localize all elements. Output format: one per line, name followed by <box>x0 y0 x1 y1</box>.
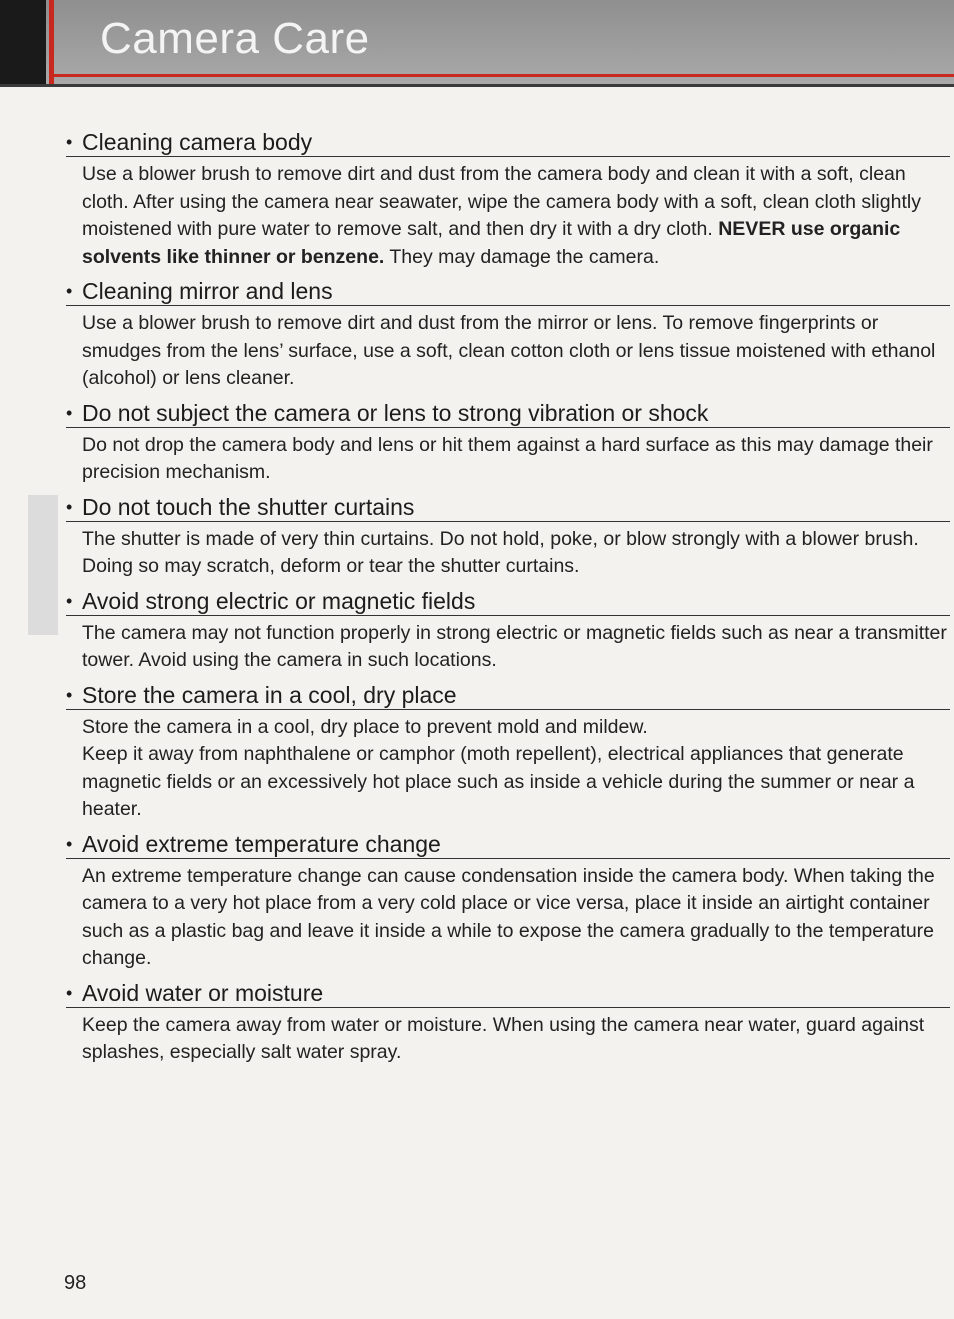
section-paragraph: An extreme temperature change can cause condensation inside the camera body. When taking the camera to a very hot place from a very cold place or vice versa, place it inside an airtight container such as a plastic bag and leave it inside a while to expose the camera gradually to the temperature change. <box>82 864 935 969</box>
section-heading <box>66 830 950 859</box>
section-body <box>82 526 950 581</box>
section-heading-text: Do not subject the camera or lens to strong vibration or shock <box>82 399 709 426</box>
section-body <box>82 432 950 487</box>
section-temperature <box>66 830 950 973</box>
section-paragraph: The camera may not function properly in strong electric or magnetic fields such as near a transmitter tower. Avoid using the camera in such locations. <box>82 621 947 671</box>
page-number: 98 <box>64 1272 87 1294</box>
content <box>66 128 950 1073</box>
bullet-icon: • <box>66 496 73 517</box>
section-vibration-shock <box>66 399 950 487</box>
section-body <box>82 863 950 973</box>
section-heading-text: Do not touch the shutter curtains <box>82 493 415 520</box>
section-paragraph: Keep it away from naphthalene or camphor (moth repellent), electrical appliances that generate magnetic fields or an excessively hot place such as inside a vehicle during the summer or near a heater. <box>82 743 915 820</box>
header-bar <box>0 0 954 87</box>
section-heading <box>66 399 950 428</box>
body-text: They may damage the camera. <box>384 245 660 268</box>
section-heading-text: Avoid extreme temperature change <box>82 830 441 857</box>
bullet-icon: • <box>66 281 73 301</box>
section-heading <box>66 587 950 616</box>
bullet-icon: • <box>66 982 73 1003</box>
bullet-icon: • <box>66 833 73 854</box>
header-dark-block <box>0 0 46 84</box>
section-cleaning-mirror-lens <box>66 277 950 393</box>
bullet-icon: • <box>66 132 73 152</box>
section-body <box>82 620 950 675</box>
section-paragraph: The shutter is made of very thin curtains. Do not hold, poke, or blow strongly with a blower brush. Doing so may scratch, deform or tear the shutter curtains. <box>82 527 919 577</box>
bullet-icon: • <box>66 402 73 423</box>
section-paragraph: Use a blower brush to remove dirt and dust from the mirror or lens. To remove fingerprints or smudges from the lens’ surface, use a soft, clean cotton cloth or lens tissue moistened with ethanol (alcohol) or lens cleaner. <box>82 312 936 389</box>
section-heading <box>66 277 950 306</box>
header-red-stripe-vertical <box>49 0 54 84</box>
section-heading <box>66 681 950 710</box>
section-paragraph: Store the camera in a cool, dry place to prevent mold and mildew. <box>82 715 648 738</box>
header-red-stripe-horizontal <box>49 74 954 77</box>
section-heading-text: Cleaning mirror and lens <box>82 278 333 304</box>
section-cleaning-camera-body <box>66 128 950 271</box>
section-heading-text: Store the camera in a cool, dry place <box>82 681 457 708</box>
section-heading <box>66 979 950 1008</box>
side-tab <box>28 495 58 635</box>
section-heading-text: Avoid strong electric or magnetic fields <box>82 587 476 614</box>
bullet-icon: • <box>66 590 73 611</box>
section-heading <box>66 128 950 157</box>
warning-text: NEVER use organic solvents like thinner or benzene. <box>82 218 901 268</box>
section-body <box>82 714 950 824</box>
bullet-icon: • <box>66 684 73 705</box>
section-storage <box>66 681 950 824</box>
page-title: Camera Care <box>100 14 370 63</box>
section-heading <box>66 493 950 522</box>
section-water-moisture <box>66 979 950 1067</box>
body-text: Use a blower brush to remove dirt and dust from the camera body and clean it with a soft, clean cloth. After using the camera near seawater, wipe the camera body with a soft, clean cloth slightly moistened with pure water to remove salt, and then dry it with a dry cloth. <box>82 163 921 240</box>
section-heading-text: Cleaning camera body <box>82 129 313 155</box>
section-body <box>82 161 950 271</box>
section-body <box>82 310 950 393</box>
section-shutter-curtains <box>66 493 950 581</box>
section-paragraph: Keep the camera away from water or moisture. When using the camera near water, guard against splashes, especially salt water spray. <box>82 1013 925 1063</box>
section-paragraph: Do not drop the camera body and lens or hit them against a hard surface as this may damage their precision mechanism. <box>82 433 933 483</box>
section-heading-text: Avoid water or moisture <box>82 979 324 1006</box>
section-electric-magnetic <box>66 587 950 675</box>
section-paragraph <box>82 161 950 271</box>
section-body <box>82 1012 950 1067</box>
